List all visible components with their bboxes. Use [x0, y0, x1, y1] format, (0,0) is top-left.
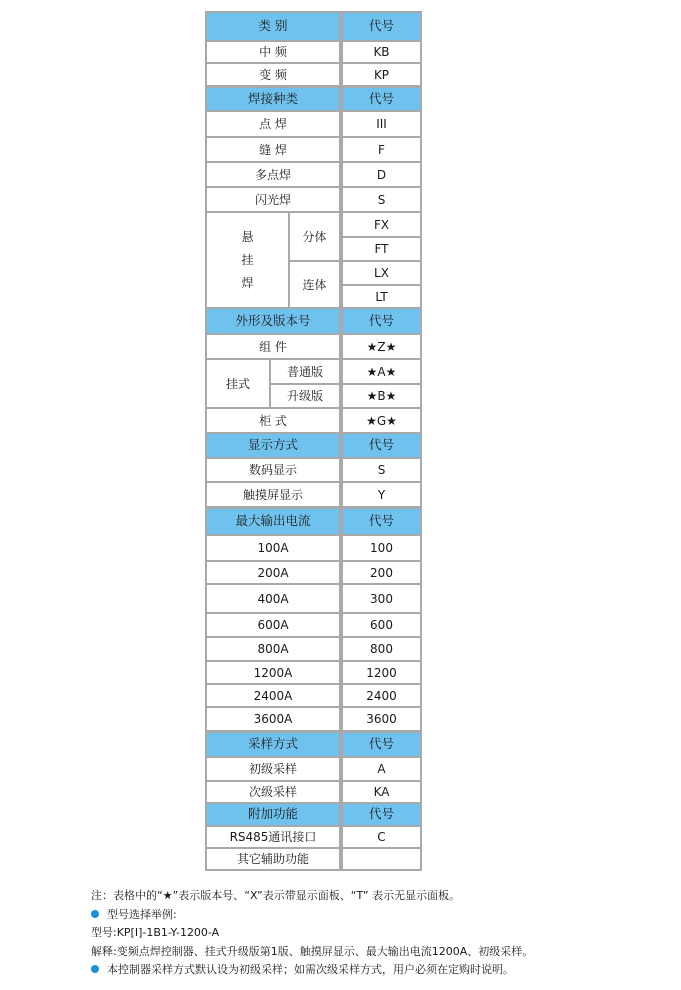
note-explanation: 解释:变频点焊控制器、挂式升级版第1版、触摸屏显示、最大输出电流1200A、初级采样。 [91, 944, 534, 958]
category-header: 显示方式 [207, 434, 339, 457]
code-header: 代号 [343, 88, 420, 110]
category-header: 焊接种类 [207, 88, 339, 110]
code-cell: KA [343, 782, 420, 802]
code-cell: FT [343, 238, 420, 260]
code-cell: III [343, 112, 420, 136]
wall-mount-label: 挂式 [207, 360, 269, 407]
category-header: 最大输出电流 [207, 509, 339, 534]
code-cell: 1200 [343, 662, 420, 683]
code-cell: C [343, 827, 420, 847]
category-cell: 600A [207, 614, 339, 636]
category-cell: RS485通讯接口 [207, 827, 339, 847]
code-cell: FX [343, 213, 420, 236]
mount-standard-cell: 普通版 [271, 360, 339, 383]
code-cell: D [343, 163, 420, 186]
code-cell: A [343, 758, 420, 780]
code-cell: KP [343, 64, 420, 85]
code-cell: 800 [343, 638, 420, 660]
code-cell: LX [343, 262, 420, 284]
category-cell: 200A [207, 562, 339, 583]
code-table [205, 11, 422, 871]
code-cell: 3600 [343, 708, 420, 730]
hanging-split-cell: 分体 [290, 213, 339, 260]
note-legend: 注：表格中的“★”表示版本号、“X”表示带显示面板、“T” 表示无显示面板。 [91, 889, 461, 902]
notes-section [91, 887, 533, 980]
category-header: 类 别 [207, 13, 339, 40]
category-cell: 组 件 [207, 335, 339, 358]
code-cell: ★G★ [343, 409, 420, 432]
category-cell: 中 频 [207, 42, 339, 62]
code-cell: Y [343, 483, 420, 506]
code-cell: 200 [343, 562, 420, 583]
code-cell: S [343, 188, 420, 211]
category-header: 采样方式 [207, 733, 339, 756]
category-cell: 缝 焊 [207, 138, 339, 161]
hanging-weld-label [207, 213, 288, 307]
hanging-weld-char: 悬 [241, 229, 254, 244]
code-cell: 300 [343, 585, 420, 612]
category-cell: 2400A [207, 685, 339, 706]
mount-upgrade-cell: 升级版 [271, 385, 339, 407]
code-cell: KB [343, 42, 420, 62]
category-header: 外形及版本号 [207, 309, 339, 333]
code-header: 代号 [343, 309, 420, 333]
code-header: 代号 [343, 13, 420, 40]
category-cell: 100A [207, 536, 339, 560]
category-cell: 触摸屏显示 [207, 483, 339, 506]
category-cell: 变 频 [207, 64, 339, 85]
code-header: 代号 [343, 434, 420, 457]
code-cell: ★A★ [343, 360, 420, 383]
code-cell: 600 [343, 614, 420, 636]
code-cell: 100 [343, 536, 420, 560]
category-cell: 初级采样 [207, 758, 339, 780]
category-cell: 多点焊 [207, 163, 339, 186]
category-cell: 次级采样 [207, 782, 339, 802]
hanging-joined-cell: 连体 [290, 262, 339, 307]
category-cell: 800A [207, 638, 339, 660]
category-cell: 柜 式 [207, 409, 339, 432]
bullet-icon [91, 910, 99, 918]
note-sampling: 本控制器采样方式默认设为初级采样；如需次级采样方式，用户必须在定购时说明。 [91, 961, 533, 980]
code-cell: F [343, 138, 420, 161]
note-example-heading: 型号选择举例: [91, 906, 533, 925]
category-cell: 点 焊 [207, 112, 339, 136]
category-cell: 其它辅助功能 [207, 849, 339, 869]
category-header: 附加功能 [207, 804, 339, 825]
code-cell: ★Z★ [343, 335, 420, 358]
category-cell: 400A [207, 585, 339, 612]
code-cell: S [343, 459, 420, 481]
category-cell: 3600A [207, 708, 339, 730]
code-cell [343, 849, 420, 869]
category-cell: 数码显示 [207, 459, 339, 481]
code-cell: 2400 [343, 685, 420, 706]
note-example-model: 型号:KP[I]-1B1-Y-1200-A [91, 926, 220, 939]
code-header: 代号 [343, 509, 420, 534]
code-cell: LT [343, 286, 420, 307]
code-cell: ★B★ [343, 385, 420, 407]
code-header: 代号 [343, 733, 420, 756]
hanging-weld-char: 挂 [241, 252, 254, 267]
bullet-icon [91, 965, 99, 973]
category-cell: 闪光焊 [207, 188, 339, 211]
hanging-weld-char: 焊 [241, 275, 254, 290]
code-header: 代号 [343, 804, 420, 825]
category-cell: 1200A [207, 662, 339, 683]
